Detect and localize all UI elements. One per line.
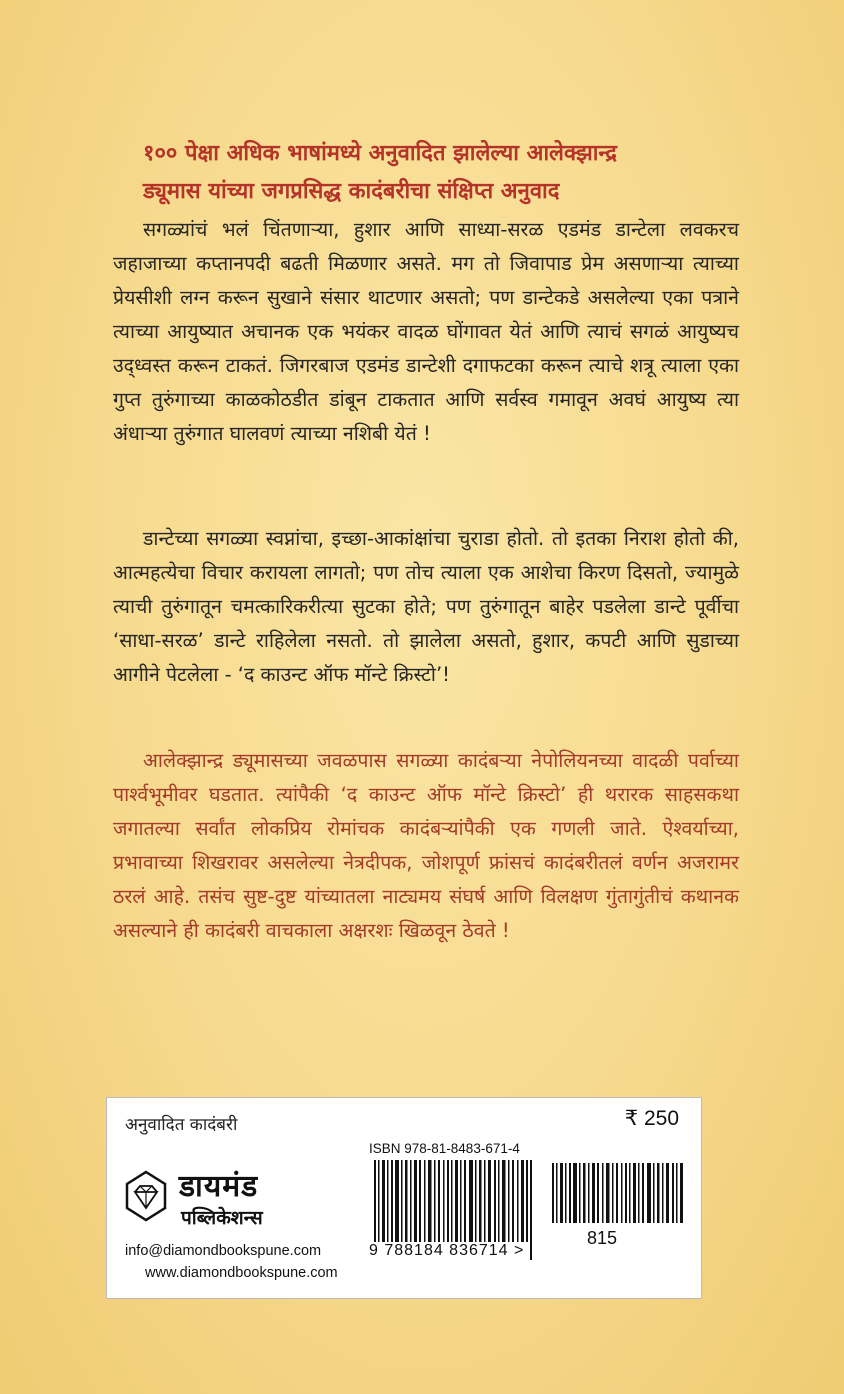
synopsis-paragraph-1 [113, 213, 739, 451]
diamond-logo-icon [125, 1170, 167, 1222]
synopsis-paragraph-2 [113, 522, 739, 692]
back-cover-headline [143, 135, 763, 211]
publisher-name-line-2: पब्लिकेशन्स [181, 1207, 263, 1229]
headline-line-2: ड्यूमास यांच्या जगप्रसिद्ध कादंबरीचा संक्षिप्त अनुवाद [143, 179, 560, 204]
synopsis-text-2: डान्टेच्या सगळ्या स्वप्नांचा, इच्छा-आकांक्षांचा चुराडा होतो. तो इतका निराश होतो की, आत्महत्येचा विचार करायला लागतो; पण तोच त्याला एक आशेचा किरण दिसतो, ज्यामुळे त्याची तुरुंगातून चमत्कारिकरीत्या सुटका होते; पण तुरुंगातून बाहेर पडलेला डान्टे पूर्वीचा ‘साधा-सरळ’ डान्टे राहिलेला नसतो. तो झालेला असतो, हुशार, कपटी आणि सुडाच्या आगीने पेटलेला - ‘द काउन्ट ऑफ मॉन्टे क्रिस्टो’! [113, 527, 739, 686]
price-barcode-code: 815 [587, 1228, 618, 1248]
headline-line-1: १०० पेक्षा अधिक भाषांमध्ये अनुवादित झालेल्या आलेक्झान्द्र [143, 141, 617, 166]
publisher-website: www.diamondbookspune.com [145, 1265, 338, 1281]
synopsis-paragraph-3 [113, 744, 739, 948]
isbn-label: ISBN 978-81-8483-671-4 [369, 1141, 520, 1156]
synopsis-text-1: सगळ्यांचं भलं चिंतणाऱ्या, हुशार आणि साध्या-सरळ एडमंड डान्टेला लवकरच जहाजाच्या कप्तानपदी बढती मिळणार असते. मग तो जिवापाड प्रेम असणाऱ्या त्याच्या प्रेयसीशी लग्न करून सुखाने संसार थाटणार असतो; पण डान्टेकडे असलेल्या एका पत्राने त्याच्या आयुष्यात अचानक एक भयंकर वादळ घोंगावत येतं आणि त्याचं सगळं आयुष्यच उद्ध्वस्त करून टाकतं. जिगरबाज एडमंड डान्टेशी दगाफटका करून त्याचे शत्रू त्याला एका गुप्त तुरुंगाच्या काळकोठडीत डांबून टाकतात आणि सर्वस्व गमावून अवघं आयुष्य त्या अंधाऱ्या तुरुंगात घालवणं त्याच्या नशिबी येतं ! [113, 218, 739, 445]
synopsis-text-3: आलेक्झान्द्र ड्यूमासच्या जवळपास सगळ्या कादंबऱ्या नेपोलियनच्या वादळी पर्वाच्या पार्श्वभूमीवर घडतात. त्यांपैकी ‘द काउन्ट ऑफ मॉन्टे क्रिस्टो’ ही थरारक साहसकथा जगातल्या सर्वांत लोकप्रिय रोमांचक कादंबऱ्यांपैकी एक गणली जाते. ऐश्वर्याच्या, प्रभावाच्या शिखरावर असलेल्या नेत्रदीपक, जोशपूर्ण फ्रांसचं कादंबरीतलं वर्णन अजरामर ठरलं आहे. तसंच सुष्ट-दुष्ट यांच्यातला नाट्यमय संघर्ष आणि विलक्षण गुंतागुंतीचं कथानक असल्याने ही कादंबरी वाचकाला अक्षरशः खिळवून ठेवते ! [113, 749, 739, 942]
price-barcode [552, 1163, 684, 1223]
publisher-name-line-1: डायमंड [179, 1169, 259, 1204]
publisher-email: info@diamondbookspune.com [125, 1243, 322, 1259]
book-price: ₹ 250 [624, 1107, 679, 1130]
publisher-info-box [106, 1097, 702, 1299]
isbn-barcode-digits: 9 788184 836714 > [369, 1242, 528, 1260]
book-category: अनुवादित कादंबरी [125, 1115, 238, 1135]
